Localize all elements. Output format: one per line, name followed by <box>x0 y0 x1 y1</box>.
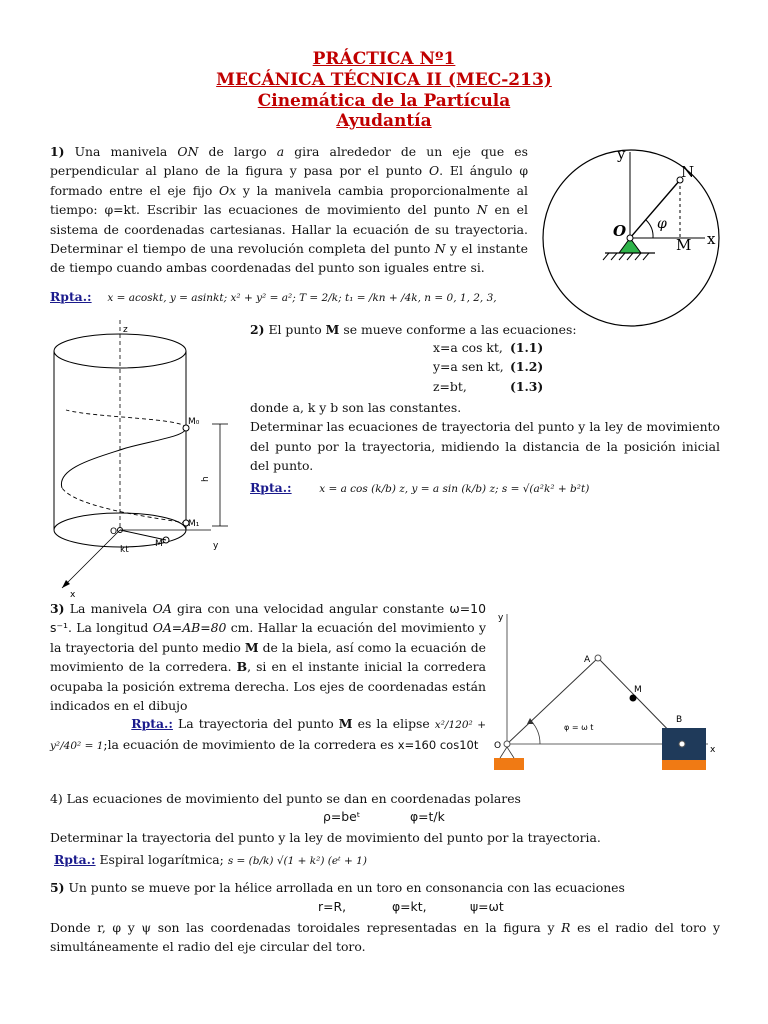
fig2-label-M: M <box>155 539 163 549</box>
equation-1-3: z=bt, <box>433 379 467 394</box>
equation-rho: ρ=beᵗ <box>323 809 361 824</box>
fig3-label-y: y <box>498 613 504 623</box>
fig1-label-N: N <box>681 163 695 181</box>
answer-formula: x = acoskt, y = asinkt; x² + y² = a²; T = 2/k; t₁ = /kn + /4k, n = 0, 1, 2, 3, <box>107 292 497 304</box>
problem-4-number: 4) <box>50 791 63 806</box>
ellipse-formula: x²/120² + y²/40² = 1 <box>50 719 486 753</box>
fig3-label-A: A <box>584 655 591 665</box>
problem-2-answer <box>250 478 720 499</box>
problem-1-number: 1) <box>50 144 65 159</box>
problem-4-answer: Rpta.: Espiral logarítmica; s = (b/k) √(1 + k²) (eᵗ + 1) <box>53 852 367 867</box>
figure-3-crank-slider <box>490 600 726 780</box>
fig3-label-phi: φ = ω t <box>564 723 594 732</box>
corredera-equation: x=160 cos10t <box>397 738 479 753</box>
problem-1-text: 1) Una manivela ON de largo a gira alrededor de un eje que es perpendicular al plano de la figura y pasa por el punto O. El ángulo φ formado entre el eje fijo Ox y la manivela cambia proporcionalmente al tiempo: φ=kt. Escribir las ecuaciones de movimiento del punto N en el sistema de coordenadas cartesianas. Hallar la ecuación de su trayectoria. Determinar el tiempo de una revolución completa del punto N y el instante de tiempo cuando ambas coordenadas del punto son iguales entre si. <box>50 144 528 276</box>
problem-4-question: Determinar la trayectoria del punto y la ley de movimiento del punto por la trayectoria. <box>50 830 601 845</box>
problem-2-intro: 2) El punto M se mueve conforme a las ecuaciones: <box>250 322 577 337</box>
equation-phi: φ=t/k <box>410 809 445 824</box>
fig3-label-O: O <box>494 741 502 751</box>
answer-label: Rpta.: <box>50 289 92 304</box>
fig1-label-O: O <box>613 222 627 240</box>
equation-1-3-number: (1.3) <box>510 379 544 394</box>
header-line-3: Cinemática de la Partícula <box>257 91 511 111</box>
fig3-label-M: M <box>634 685 642 695</box>
equation-1-2-number: (1.2) <box>510 359 544 374</box>
problem-2-text: donde a, k y b son las constantes. Determinar las ecuaciones de trayectoria del punto y la ley de movimiento del punto por la trayectoria, midiendo la distancia de la posición inicial del punto. <box>250 400 720 474</box>
figure-2-cylinder <box>36 318 241 598</box>
fig2-label-O: O <box>110 527 118 537</box>
problem-5-description: Donde r, φ y ψ son las coordenadas toroidales representadas en la figura y R es el radio del toro y simultáneamente el radio del eje circular del toro. <box>50 920 720 955</box>
answer-label: Rpta.: <box>131 716 173 731</box>
problem-5-text: 5) Un punto se mueve por la hélice arrollada en un toro en consonancia con las ecuaciones <box>50 880 625 895</box>
answer-formula: x = a cos (k/b) z, y = a sin (k/b) z; s = √(a²k² + b²t) <box>319 483 590 495</box>
equation-psi: ψ=ωt <box>470 899 504 914</box>
fig3-label-x: x <box>710 745 716 755</box>
header-line-1: PRÁCTICA Nº1 <box>312 49 456 69</box>
equation-r: r=R, <box>318 899 347 914</box>
problem-1-answer <box>50 287 528 308</box>
fig2-label-y: y <box>213 541 219 551</box>
problem-3-number: 3) <box>50 601 65 616</box>
fig2-label-M0: M₀ <box>188 417 200 427</box>
answer-label: Rpta.: <box>250 480 292 495</box>
header-line-4: Ayudantía <box>336 111 432 131</box>
equation-1-1-number: (1.1) <box>510 340 544 355</box>
fig2-label-z: z <box>123 325 128 335</box>
problem-5-number: 5) <box>50 880 65 895</box>
problem-4-text: 4) Las ecuaciones de movimiento del punto se dan en coordenadas polares <box>50 791 521 806</box>
fig1-label-y: y <box>617 145 626 163</box>
figure-1-crank <box>535 140 735 330</box>
fig3-label-B: B <box>676 715 683 725</box>
fig1-label-x: x <box>707 230 716 248</box>
fig2-label-x: x <box>70 590 76 598</box>
header-line-2: MECÁNICA TÉCNICA II (MEC-213) <box>216 70 552 90</box>
problem-3-answer: Rpta.: La trayectoria del punto M es la elipse x²/120² + y²/40² = 1;la ecuación de movimiento de la corredera es x=160 cos10t <box>50 716 486 753</box>
equation-phi-kt: φ=kt, <box>392 899 427 914</box>
fig1-label-M: M <box>676 236 692 254</box>
fig1-label-phi: φ <box>657 216 667 232</box>
fig2-label-h: h <box>201 476 211 482</box>
problem-3-text: 3) La manivela OA gira con una velocidad angular constante ω=10 s⁻¹. La longitud OA=AB=80 cm. Hallar la ecuación del movimiento y la trayectoria del punto medio M de la biela, así como la ecuación de movimiento de la corredera. B, si en el instante inicial la corredera ocupaba la posición extrema derecha. Los ejes de coordenadas están indicados en el dibujo <box>50 601 486 714</box>
fig2-label-M1: M₁ <box>188 519 200 529</box>
equation-1-1: x=a cos kt, <box>433 340 503 355</box>
equation-1-2: y=a sen kt, <box>433 359 504 374</box>
answer-label: Rpta.: <box>53 852 96 867</box>
problem-2-number: 2) <box>250 322 265 337</box>
answer-formula: s = (b/k) √(1 + k²) (eᵗ + 1) <box>227 855 367 867</box>
fig2-label-kt: kt <box>120 545 129 555</box>
